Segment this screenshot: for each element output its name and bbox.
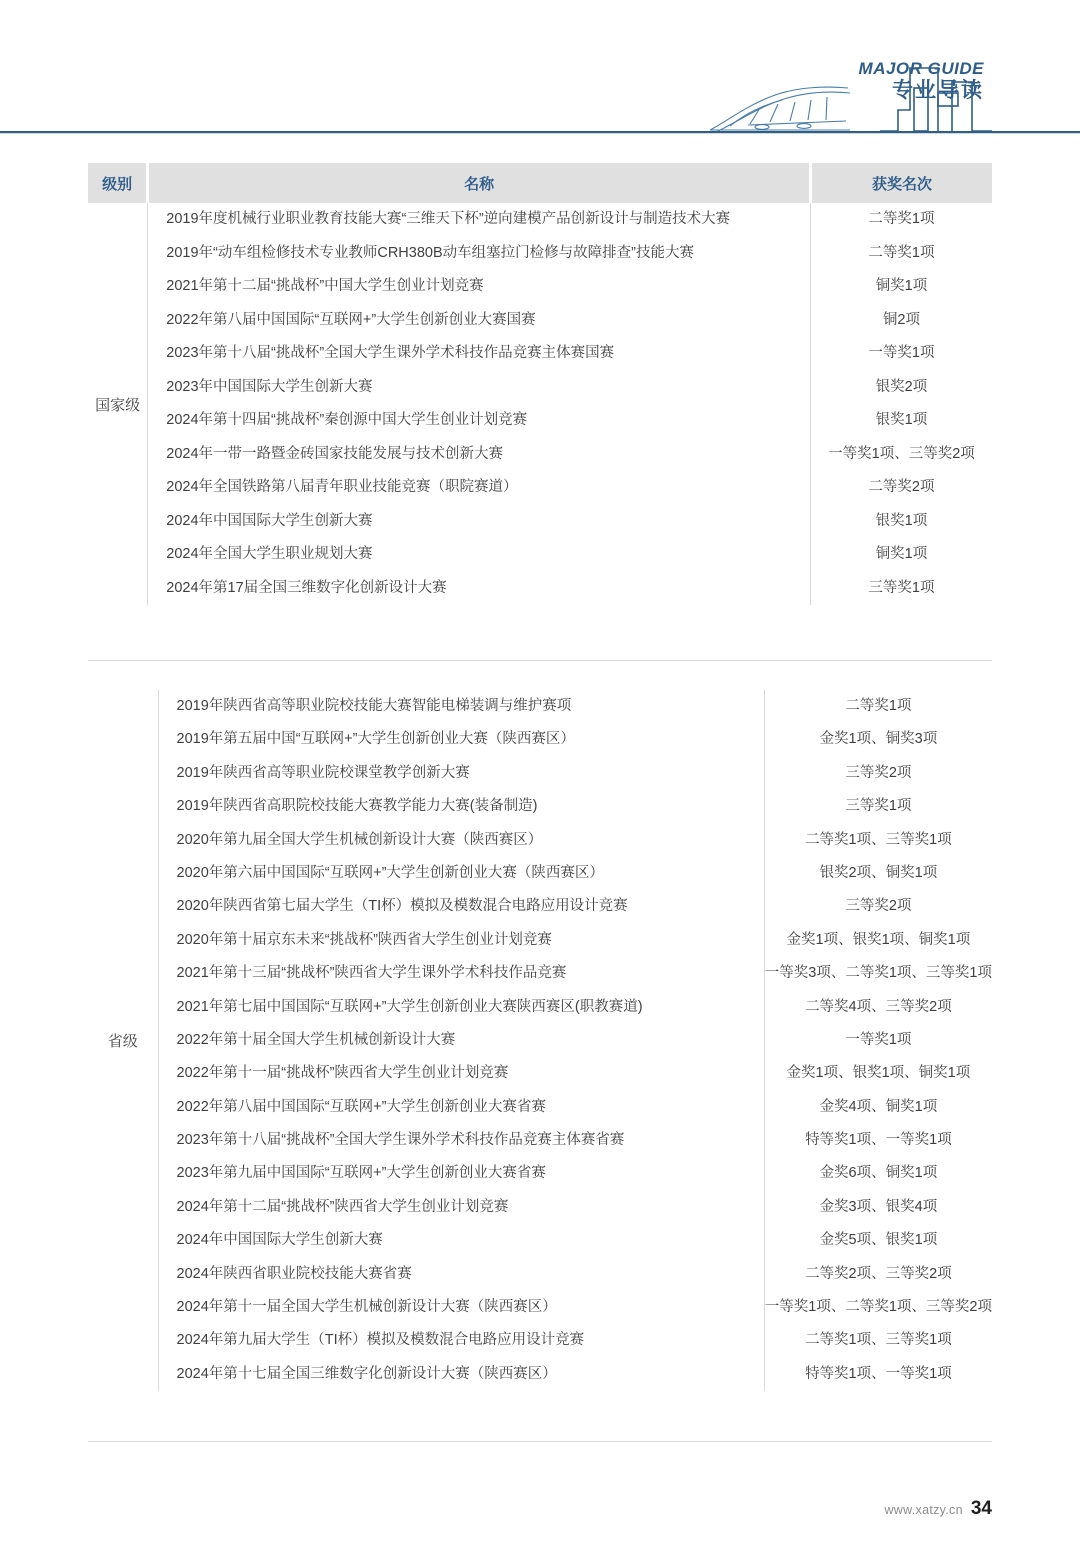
page-header (0, 0, 1080, 140)
competition-name: 2024年第十二届“挑战杯”陕西省大学生创业计划竞赛 (176, 1198, 509, 1215)
brand-lockup (859, 60, 984, 101)
award-result: 金奖1项、银奖1项、铜奖1项 (786, 931, 971, 948)
column-header-level: 级别 (88, 163, 148, 203)
footer-website: www.xatzy.cn (884, 1503, 963, 1517)
award-result: 铜2项 (882, 311, 920, 328)
table-section-divider (88, 1441, 992, 1442)
award-result: 金奖1项、银奖1项、铜奖1项 (786, 1065, 971, 1082)
competition-name: 2024年全国铁路第八届青年职业技能竞赛（职院赛道） (166, 479, 518, 495)
competition-name: 2024年第十七届全国三维数字化创新设计大赛（陕西赛区） (176, 1365, 557, 1382)
award-result: 三等奖2项 (845, 764, 912, 781)
award-result: 铜奖1项 (875, 546, 928, 562)
competition-name: 2023年第十八届“挑战杯”全国大学生课外学术科技作品竞赛主体赛省赛 (176, 1132, 625, 1149)
page-footer (884, 1498, 992, 1520)
award-table-provincial (88, 690, 992, 1391)
competition-name: 2019年度机械行业职业教育技能大赛“三维天下杯”逆向建模产品创新设计与制造技术大赛 (166, 211, 731, 227)
competition-name: 2019年陕西省高职院校技能大赛教学能力大赛(装备制造) (176, 798, 538, 815)
award-result: 银奖2项 (875, 378, 928, 395)
award-result: 一等奖1项 (845, 1031, 912, 1048)
award-result: 金奖5项、银奖1项 (819, 1232, 938, 1249)
competition-name: 2023年第九届中国国际“互联网+”大学生创新创业大赛省赛 (176, 1165, 546, 1182)
competition-name: 2022年第八届中国国际“互联网+”大学生创新创业大赛省赛 (176, 1098, 546, 1115)
level-label-provincial: 省级 (107, 1033, 138, 1051)
table-body-row (88, 203, 992, 605)
awards-cell-provincial (764, 690, 992, 1391)
competition-name: 2022年第十一届“挑战杯”陕西省大学生创业计划竞赛 (176, 1065, 509, 1082)
award-result: 二等奖1项 (845, 698, 912, 714)
competition-name: 2019年第五届中国“互联网+”大学生创新创业大赛（陕西赛区） (176, 731, 575, 748)
award-result: 一等奖1项、三等奖2项 (828, 445, 975, 462)
competition-name: 2024年中国国际大学生创新大赛 (176, 1232, 383, 1249)
award-result: 金奖4项、铜奖1项 (819, 1098, 938, 1115)
award-result: 特等奖1项、一等奖1项 (805, 1132, 952, 1149)
competition-name: 2024年第17届全国三维数字化创新设计大赛 (166, 579, 447, 596)
competition-name: 2019年“动车组检修技术专业教师CRH380B动车组塞拉门检修与故障排查”技能大赛 (166, 244, 694, 261)
competition-name: 2019年陕西省高等职业院校技能大赛智能电梯装调与维护赛项 (176, 698, 572, 714)
award-result: 特等奖1项、一等奖1项 (805, 1365, 952, 1382)
competition-name: 2022年第十届全国大学生机械创新设计大赛 (176, 1031, 456, 1048)
competition-name: 2021年第七届中国国际“互联网+”大学生创新创业大赛陕西赛区(职教赛道) (176, 998, 643, 1015)
table-body-row (88, 690, 992, 1391)
award-result: 二等奖1项、三等奖1项 (805, 1332, 952, 1349)
award-result: 二等奖2项 (868, 479, 935, 495)
competition-name: 2024年第九届大学生（TI杯）模拟及模数混合电路应用设计竞赛 (176, 1332, 585, 1349)
column-header-name: 名称 (148, 163, 811, 203)
brand-title-cn: 专业导读 (892, 79, 984, 102)
column-header-award: 获奖名次 (810, 163, 992, 203)
competition-name: 2023年中国国际大学生创新大赛 (166, 378, 373, 395)
names-list (148, 203, 810, 605)
award-result: 铜奖1项 (875, 278, 928, 294)
award-result: 二等奖1项、三等奖1项 (805, 831, 952, 848)
award-result: 三等奖2项 (845, 898, 912, 915)
award-result: 一等奖3项、二等奖1项、三等奖1项 (764, 965, 992, 982)
award-result: 二等奖1项 (868, 211, 935, 227)
competition-name: 2020年陕西省第七届大学生（TI杯）模拟及模数混合电路应用设计竞赛 (176, 898, 628, 915)
competition-name: 2022年第八届中国国际“互联网+”大学生创新创业大赛国赛 (166, 311, 536, 328)
award-result: 一等奖1项 (868, 345, 935, 361)
award-result: 二等奖1项 (868, 244, 935, 261)
names-list (159, 690, 764, 1391)
names-cell-provincial (158, 690, 764, 1391)
competition-name: 2019年陕西省高等职业院校课堂教学创新大赛 (176, 764, 470, 781)
competition-name: 2020年第九届全国大学生机械创新设计大赛（陕西赛区） (176, 831, 543, 848)
award-result: 三等奖1项 (868, 579, 935, 596)
header-divider (0, 131, 1080, 133)
competition-name: 2024年一带一路暨金砖国家技能发展与技术创新大赛 (166, 445, 504, 462)
award-table-national (88, 163, 992, 605)
level-label-national: 国家级 (95, 396, 141, 414)
award-result: 银奖1项 (875, 412, 928, 428)
award-result: 一等奖1项、二等奖1项、三等奖2项 (764, 1299, 992, 1316)
names-cell-national (148, 203, 811, 605)
competition-name: 2021年第十二届“挑战杯”中国大学生创业计划竞赛 (166, 278, 484, 294)
brand-title-en: MAJOR GUIDE (858, 59, 984, 78)
page-number: 34 (970, 1498, 992, 1519)
award-result: 二等奖2项、三等奖2项 (805, 1265, 952, 1282)
award-result: 金奖3项、银奖4项 (819, 1198, 938, 1215)
competition-name: 2024年陕西省职业院校技能大赛省赛 (176, 1265, 412, 1282)
awards-cell-national (810, 203, 992, 605)
table-section-divider (88, 660, 992, 661)
competition-name: 2024年第十四届“挑战杯”秦创源中国大学生创业计划竞赛 (166, 412, 528, 428)
award-result: 三等奖1项 (845, 798, 912, 815)
award-result: 金奖1项、铜奖3项 (819, 731, 938, 748)
competition-name: 2023年第十八届“挑战杯”全国大学生课外学术科技作品竞赛主体赛国赛 (166, 345, 615, 361)
awards-list (811, 203, 992, 605)
competition-name: 2024年第十一届全国大学生机械创新设计大赛（陕西赛区） (176, 1299, 557, 1316)
competition-name: 2021年第十三届“挑战杯”陕西省大学生课外学术科技作品竞赛 (176, 965, 567, 982)
award-result: 二等奖4项、三等奖2项 (805, 998, 952, 1015)
award-result: 银奖2项、铜奖1项 (819, 864, 938, 881)
competition-name: 2024年中国国际大学生创新大赛 (166, 512, 373, 529)
competition-name: 2020年第十届京东未来“挑战杯”陕西省大学生创业计划竞赛 (176, 931, 552, 948)
award-result: 金奖6项、铜奖1项 (819, 1165, 938, 1182)
competition-name: 2020年第六届中国国际“互联网+”大学生创新创业大赛（陕西赛区） (176, 864, 604, 881)
table-header-row (88, 163, 992, 203)
competition-name: 2024年全国大学生职业规划大赛 (166, 546, 373, 562)
award-result: 银奖1项 (875, 512, 928, 529)
awards-list (765, 690, 992, 1391)
